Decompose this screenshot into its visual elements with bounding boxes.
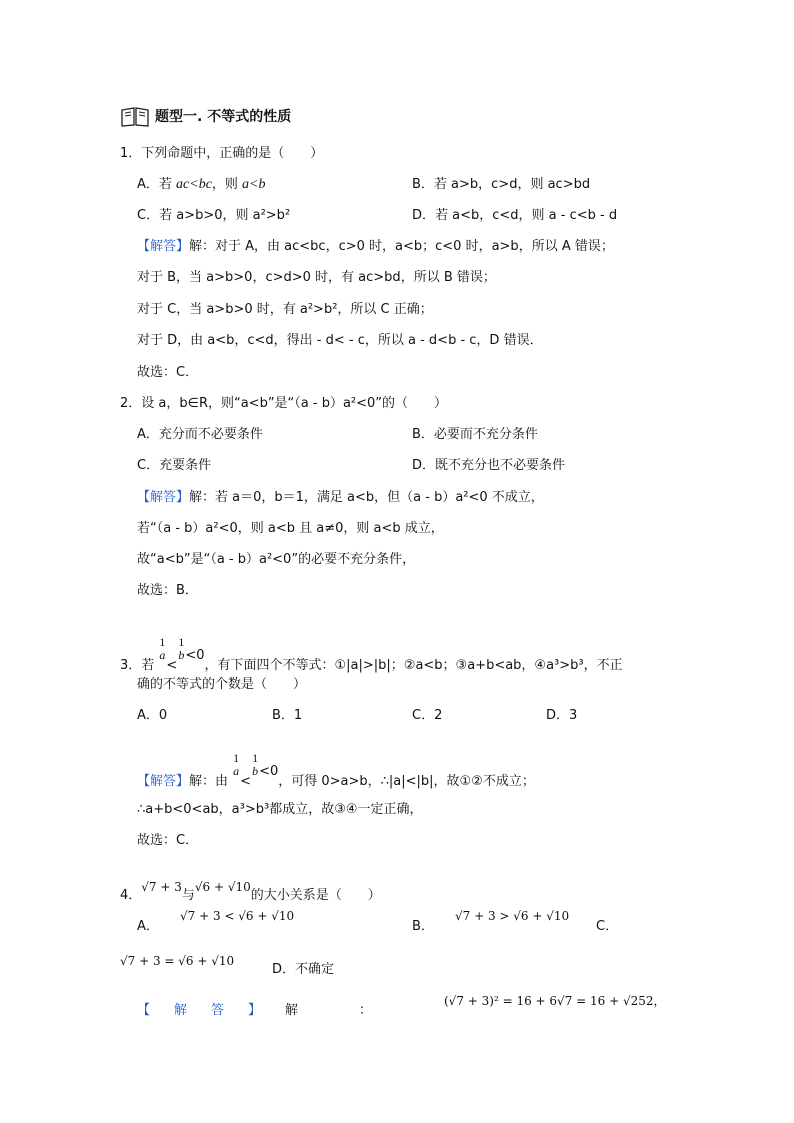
question-3-option-a: A．0 bbox=[137, 708, 168, 723]
question-3-option-c: C．2 bbox=[412, 708, 443, 723]
question-1-option-c: C．若 a>b>0，则 a²>b² bbox=[137, 208, 291, 223]
expr-sqrt6-plus-sqrt10: √6 + √10 bbox=[194, 880, 251, 894]
question-3-option-d: D．3 bbox=[546, 708, 578, 723]
question-4-option-c-expr: √7 + 3 = √6 + √10 bbox=[120, 954, 235, 968]
answer-tag: 【解答】 bbox=[137, 774, 190, 789]
question-4-answer-tag: 【解答】解 ： bbox=[137, 1003, 397, 1018]
question-4-stem: 4．√7 + 3与√6 + √10的大小关系是（ ） bbox=[120, 880, 381, 903]
question-2-stem: 2．设 a，b∈R，则“a<b”是“（a - b）a²<0”的（ ） bbox=[120, 396, 448, 411]
question-4-option-a-expr: √7 + 3 < √6 + √10 bbox=[180, 909, 295, 923]
fraction-1-over-b: 1 b bbox=[178, 635, 185, 662]
question-1-stem: 1．下列命题中，正确的是（ ） bbox=[120, 146, 324, 161]
answer-tag: 【解答】 bbox=[137, 490, 190, 505]
question-1-option-a: A．若 ac<bc，则 a<b bbox=[137, 177, 266, 192]
question-4-option-c-label: C． bbox=[596, 919, 619, 934]
fraction-1-over-b: 1 b bbox=[252, 751, 259, 778]
question-2-option-a: A．充分而不必要条件 bbox=[137, 427, 263, 442]
question-3-solution-line-3: 故选：C． bbox=[137, 833, 199, 848]
expr-sqrt7-plus-3: √7 + 3 bbox=[141, 880, 182, 894]
question-4-solution-expr: (√7 + 3)² = 16 + 6√7 = 16 + √252， bbox=[444, 994, 666, 1008]
question-2-option-d: D．既不充分也不必要条件 bbox=[412, 458, 566, 473]
question-3-option-b: B．1 bbox=[272, 708, 303, 723]
question-3-stem: 3．若 1 a < 1 b <0，有下面四个不等式：①|a|>|b|；②a<b；③a+b<ab，④a³>b³，不正 bbox=[120, 635, 623, 673]
section-title: 题型一. 不等式的性质 bbox=[155, 109, 292, 125]
question-2-solution-line-3: 故“a<b”是“（a - b）a²<0”的必要不充分条件， bbox=[137, 552, 416, 567]
question-4-option-b-label: B． bbox=[412, 919, 434, 934]
question-4-option-b-expr: √7 + 3 > √6 + √10 bbox=[455, 909, 570, 923]
question-3-solution-line-2: ∴a+b<0<ab，a³>b³都成立，故③④一定正确， bbox=[137, 802, 423, 817]
fraction-1-over-a: 1 a bbox=[159, 635, 166, 662]
question-3-solution-line-1: 【解答】解：由 1 a < 1 b <0，可得 0>a>b，∴|a|<|b|，故①②不成立； bbox=[137, 751, 535, 789]
question-1-solution-line-1: 【解答】解：对于 A，由 ac<bc，c>0 时，a<b；c<0 时，a>b，所以 A 错误； bbox=[137, 239, 614, 254]
question-3-stem-line-2: 确的不等式的个数是（ ） bbox=[137, 677, 307, 692]
question-1-solution-line-5: 故选：C． bbox=[137, 365, 199, 380]
question-1-solution-line-4: 对于 D，由 a<b，c<d，得出 - d< - c，所以 a - d<b - c，D 错误． bbox=[137, 333, 543, 348]
question-2-option-c: C．充要条件 bbox=[137, 458, 212, 473]
question-2-option-b: B．必要而不充分条件 bbox=[412, 427, 538, 442]
question-2-solution-line-4: 故选：B． bbox=[137, 583, 198, 598]
question-2-solution-line-2: 若“（a - b）a²<0，则 a<b 且 a≠0，则 a<b 成立， bbox=[137, 521, 444, 536]
question-1-option-d: D．若 a<b，c<d，则 a - c<b - d bbox=[412, 208, 618, 223]
fraction-1-over-a: 1 a bbox=[233, 751, 240, 778]
question-2-solution-line-1: 【解答】解：若 a＝0，b＝1，满足 a<b，但（a - b）a²<0 不成立， bbox=[137, 490, 544, 505]
question-4-option-d: D．不确定 bbox=[272, 962, 335, 977]
question-1-option-b: B．若 a>b，c>d，则 ac>bd bbox=[412, 177, 591, 192]
question-1-solution-line-2: 对于 B，当 a>b>0，c>d>0 时，有 ac>bd，所以 B 错误； bbox=[137, 270, 496, 285]
answer-tag: 【解答】 bbox=[137, 239, 190, 254]
question-4-option-a-label: A． bbox=[137, 919, 159, 934]
book-icon bbox=[120, 106, 150, 128]
question-1-solution-line-3: 对于 C，当 a>b>0 时，有 a²>b²，所以 C 正确； bbox=[137, 302, 433, 317]
